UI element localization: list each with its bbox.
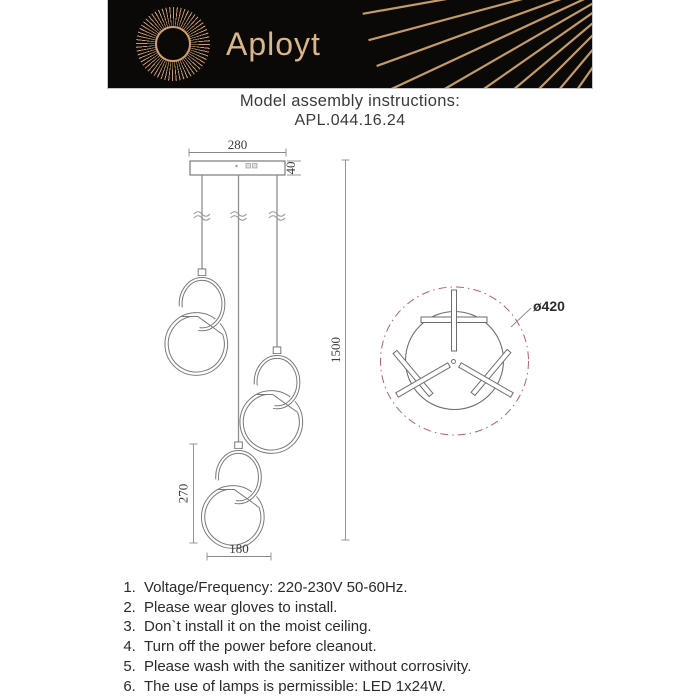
dim-pendant-height: 270 xyxy=(175,483,191,504)
brand-wordmark: Aployt xyxy=(226,26,321,62)
instruction-item: 2. Please wear gloves to install. xyxy=(140,598,680,618)
dim-pendant-width: 180 xyxy=(229,541,249,556)
instruction-item: 4. Turn off the power before cleanout. xyxy=(140,637,680,657)
instruction-item: 5. Please wash with the sanitizer without corrosivity. xyxy=(140,657,680,677)
instruction-item: 1. Voltage/Frequency: 220-230V 50-60Hz. xyxy=(140,578,680,598)
title-line1: Model assembly instructions: xyxy=(239,92,461,110)
pendant-left xyxy=(165,269,228,375)
front-view-drawing xyxy=(165,137,350,561)
dim-canopy-height: 40 xyxy=(283,161,298,175)
instruction-item: 6. The use of lamps is permissible: LED 1x24W. xyxy=(140,677,680,697)
model-number: APL.044.16.24 xyxy=(294,112,406,129)
instruction-list xyxy=(112,578,680,696)
pendant-right xyxy=(240,347,303,453)
technical-drawing xyxy=(0,130,700,570)
instruction-item: 3. Don`t install it on the moist ceiling. xyxy=(140,617,680,637)
dim-cluster-diameter: ø420 xyxy=(533,298,565,314)
page-title xyxy=(0,92,700,130)
pendant-bottom xyxy=(201,442,264,548)
brand-banner xyxy=(107,0,593,89)
ceiling-canopy xyxy=(190,161,285,175)
top-view-drawing xyxy=(381,287,566,435)
sunburst-logo-icon xyxy=(134,5,212,83)
dim-canopy-width: 280 xyxy=(227,137,248,152)
dim-drop-height: 1500 xyxy=(328,337,343,363)
